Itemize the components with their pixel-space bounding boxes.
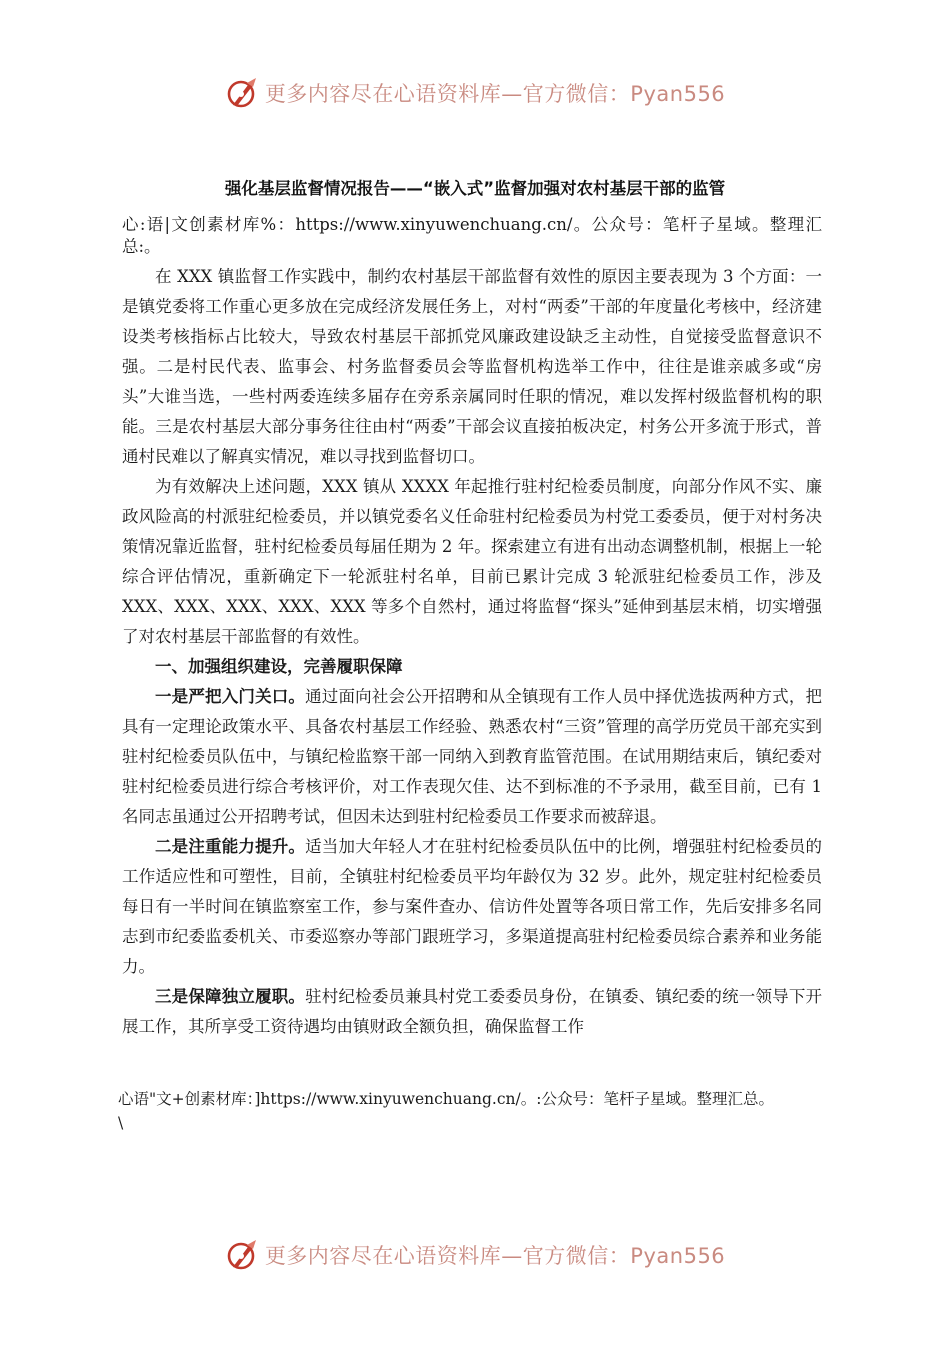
item-2-lead: 二是注重能力提升。: [155, 837, 306, 856]
bottom-banner: [0, 1235, 950, 1275]
banner-text: 更多内容尽在心语资料库—官方微信：Pyan556: [264, 1244, 726, 1268]
item-3-body: 驻村纪检委员兼具村党工委委员身份，在镇委、镇纪委的统一领导下开展工作，其所享受工资待遇均由镇财政全额负担，确保监督工作: [122, 987, 823, 1036]
top-banner: [0, 73, 950, 113]
item-2-body: 适当加大年轻人才在驻村纪检委员队伍中的比例，增强驻村纪检委员的工作适应性和可塑性，目前，全镇驻村纪检委员平均年龄仅为 32 岁。此外，规定驻村纪检委员每日有一半时间在镇监察室工作，参与案件查办、信访件处置等各项日常工作，先后安排多名同志到市纪委监委机关、市委巡察办等部门跟班学习，多渠道提高驻村纪检委员综合素养和业务能力。: [122, 837, 823, 976]
source-note-bottom: [118, 1087, 858, 1135]
source-note-bottom-tail: \: [118, 1114, 124, 1132]
item-1-lead: 一是严把入门关口。: [155, 687, 306, 706]
banner-text: 更多内容尽在心语资料库—官方微信：Pyan556: [264, 82, 726, 106]
quill-pen-logo-icon: [225, 1237, 261, 1273]
quill-pen-logo-icon: [225, 75, 261, 111]
item-3-lead: 三是保障独立履职。: [155, 987, 306, 1006]
document-body: [122, 214, 822, 1042]
item-3: [122, 982, 822, 1042]
item-1-body: 通过面向社会公开招聘和从全镇现有工作人员中择优选拔两种方式，把具有一定理论政策水平、具备农村基层工作经验、熟悉农村“三资”管理的高学历党员干部充实到驻村纪检委员队伍中，与镇纪检监察干部一同纳入到教育监管范围。在试用期结束后，镇纪委对驻村纪检委员进行综合考核评价，对工作表现欠佳、达不到标准的不予录用，截至目前，已有 1 名同志虽通过公开招聘考试，但因未达到驻村纪检委员工作要求而被辞退。: [122, 687, 823, 826]
paragraph-1: 在 XXX 镇监督工作实践中，制约农村基层干部监督有效性的原因主要表现为 3 个方面：一是镇党委将工作重心更多放在完成经济发展任务上，对村“两委”干部的年度量化考核中，经济建设类考核指标占比较大，导致农村基层干部抓党风廉政建设缺乏主动性，自觉接受监督意识不强。二是村民代表、监事会、村务监督委员会等监督机构选举工作中，往往是谁亲戚多或“房头”大谁当选，一些村两委连续多届存在旁系亲属同时任职的情况，难以发挥村级监督机构的职能。三是农村基层大部分事务往往由村“两委”干部会议直接拍板决定，村务公开多流于形式，普通村民难以了解真实情况，难以寻找到监督切口。: [122, 267, 822, 466]
item-1: [122, 682, 822, 832]
section-heading-1: 一、加强组织建设，完善履职保障: [155, 657, 403, 676]
source-note-bottom-text: 心语"文+创素材库：]https://www.xinyuwenchuang.cn/。:公众号：笔杆子星域。整理汇总。: [118, 1090, 774, 1108]
document-title: 强化基层监督情况报告——“嵌入式”监督加强对农村基层干部的监管: [224, 179, 726, 198]
source-note-top: 心:语|文创素材库%：https://www.xinyuwenchuang.cn/。公众号：笔杆子星域。整理汇总:。: [122, 215, 822, 256]
paragraph-2: 为有效解决上述问题，XXX 镇从 XXXX 年起推行驻村纪检委员制度，向部分作风不实、廉政风险高的村派驻纪检委员，并以镇党委名义任命驻村纪检委员为村党工委委员，便于对村务决策情况靠近监督，驻村纪检委员每届任期为 2 年。探索建立有进有出动态调整机制，根据上一轮综合评估情况，重新确定下一轮派驻村名单，目前已累计完成 3 轮派驻纪检委员工作，涉及 XXX、XXX、XXX、XXX、XXX 等多个自然村，通过将监督“探头”延伸到基层末梢，切实增强了对农村基层干部监督的有效性。: [122, 477, 822, 646]
item-2: [122, 832, 822, 982]
